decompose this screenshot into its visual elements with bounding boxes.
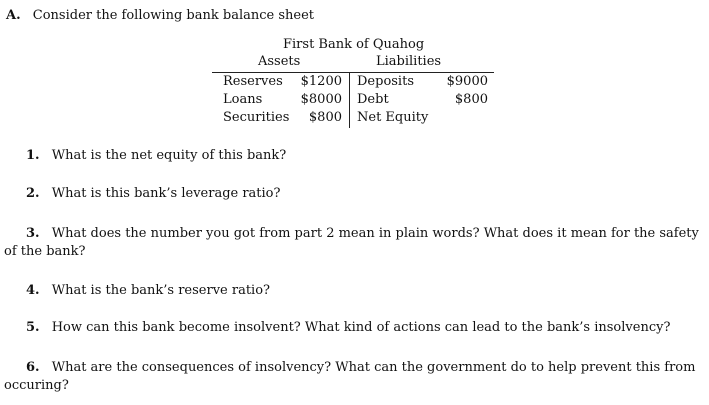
table-top-rule: [212, 72, 494, 73]
liabilities-header: Liabilities: [376, 54, 442, 69]
question-text: What are the consequences of insolvency? What can the government do to help prevent this from: [51, 360, 696, 375]
question-number: 4.: [26, 283, 40, 298]
question-4: [26, 283, 270, 298]
section-intro: Consider the following bank balance sheet: [32, 8, 314, 23]
section-letter: A.: [6, 8, 21, 23]
question-text-continued: of the bank?: [4, 244, 86, 259]
question-text: What is the net equity of this bank?: [51, 148, 287, 163]
liability-label: Deposits: [357, 74, 414, 89]
liability-value: $800: [454, 92, 488, 107]
question-text: What is the bank’s reserve ratio?: [51, 283, 271, 298]
question-number: 5.: [26, 320, 40, 335]
asset-value: $1200: [300, 74, 342, 89]
assets-header: Assets: [258, 54, 301, 69]
liability-label: Debt: [357, 92, 389, 107]
question-5: [26, 320, 670, 335]
question-number: 3.: [26, 226, 40, 241]
balance-sheet-title: First Bank of Quahog: [283, 37, 425, 52]
asset-value: $800: [308, 110, 342, 125]
question-2: [26, 186, 280, 201]
asset-label: Loans: [223, 92, 263, 107]
question-number: 2.: [26, 186, 40, 201]
question-text: What does the number you got from part 2 mean in plain words? What does it mean for the safety: [51, 226, 699, 241]
asset-label: Reserves: [223, 74, 283, 89]
question-text: What is this bank’s leverage ratio?: [51, 186, 281, 201]
table-center-rule: [349, 72, 350, 128]
liability-value: $9000: [446, 74, 488, 89]
asset-label: Securities: [223, 110, 290, 125]
section-heading: [6, 8, 314, 23]
question-1: [26, 148, 286, 163]
question-text: How can this bank become insolvent? What kind of actions can lead to the bank’s insolvency?: [51, 320, 671, 335]
asset-value: $8000: [300, 92, 342, 107]
question-number: 6.: [26, 360, 40, 375]
question-text-continued: occuring?: [4, 378, 69, 393]
question-number: 1.: [26, 148, 40, 163]
liability-label: Net Equity: [357, 110, 429, 125]
